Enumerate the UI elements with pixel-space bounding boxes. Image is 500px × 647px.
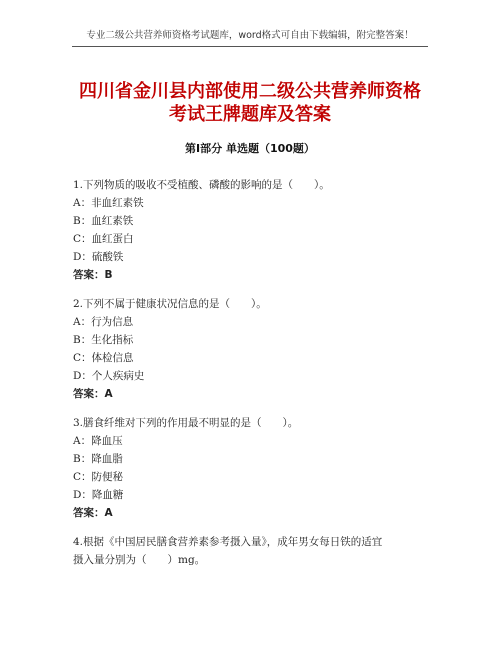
question-stem: 3.膳食纤维对下列的作用最不明显的是（ ）。 xyxy=(73,417,299,429)
option-c: C：防便秘 xyxy=(73,471,124,483)
option-d: D：硫酸铁 xyxy=(73,251,124,263)
question-stem-line-2: 摄入量分别为（ ）mg。 xyxy=(73,554,206,566)
option-b: B：血红素铁 xyxy=(73,215,134,227)
option-a: A：行为信息 xyxy=(73,316,134,328)
answer: 答案：A xyxy=(73,507,113,519)
question-stem: 1.下列物质的吸收不受植酸、磷酸的影响的是（ ）。 xyxy=(73,179,330,191)
header-note: 专业二级公共营养师资格考试题库，word格式可自由下载编辑，附完整答案！ xyxy=(86,30,414,41)
question-stem-line-1: 4.根据《中国居民膳食营养素参考摄入量》，成年男女每日铁的适宜 xyxy=(73,536,383,548)
header-divider xyxy=(72,46,428,47)
question-2 xyxy=(73,295,430,403)
question-3 xyxy=(73,414,430,522)
title-line-2: 考试王牌题库及答案 xyxy=(169,104,331,125)
section-heading: 第Ⅰ部分 单选题（100题） xyxy=(185,142,315,155)
question-stem: 2.下列不属于健康状况信息的是（ ）。 xyxy=(73,298,267,310)
option-a: A：非血红素铁 xyxy=(73,197,144,209)
question-4 xyxy=(73,533,430,569)
option-d: D：降血糖 xyxy=(73,489,124,501)
title-line-1: 四川省金川县内部使用二级公共营养师资格 xyxy=(79,81,421,102)
option-b: B：降血脂 xyxy=(73,453,123,465)
option-b: B：生化指标 xyxy=(73,334,134,346)
answer: 答案：A xyxy=(73,388,113,400)
question-1 xyxy=(73,176,430,284)
option-d: D：个人疾病史 xyxy=(73,370,145,382)
option-c: C：体检信息 xyxy=(73,352,134,364)
option-c: C：血红蛋白 xyxy=(73,233,134,245)
answer: 答案：B xyxy=(73,269,113,281)
question-list xyxy=(73,176,430,580)
option-a: A：降血压 xyxy=(73,435,123,447)
document-title xyxy=(40,80,460,126)
